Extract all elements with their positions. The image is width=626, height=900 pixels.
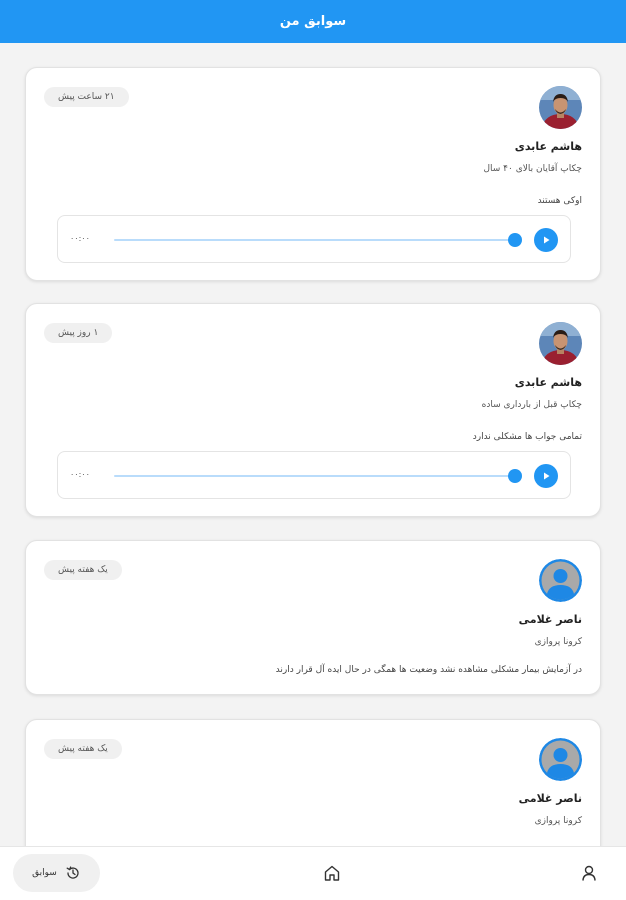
history-card[interactable]: [25, 540, 601, 695]
history-card[interactable]: [25, 719, 601, 846]
history-card[interactable]: [25, 67, 601, 281]
nav-home-button[interactable]: [322, 863, 342, 883]
time-badge: ۲۱ ساعت پیش: [44, 87, 129, 107]
app-bar: [0, 0, 626, 43]
patient-name: ناصر غلامی: [518, 792, 582, 805]
play-button[interactable]: [534, 464, 558, 488]
audio-player: [57, 451, 571, 499]
doctor-note: در آزمایش بیمار مشکلی مشاهده نشد وضعیت ها همگی در حال ایده آل قرار دارند: [275, 665, 582, 675]
doctor-note: اوکی هستند: [537, 196, 582, 206]
audio-duration: ۰۰:۰۰: [70, 470, 90, 479]
test-title: چکاپ آقایان بالای ۴۰ سال: [483, 164, 582, 174]
doctor-note: تمامی جواب ها مشکلی ندارد: [472, 432, 582, 442]
history-feed[interactable]: [0, 43, 626, 846]
audio-player: [57, 215, 571, 263]
history-card[interactable]: [25, 303, 601, 517]
time-badge: یک هفته پیش: [44, 739, 122, 759]
nav-profile-button[interactable]: [579, 863, 599, 883]
audio-progress-track[interactable]: [114, 239, 514, 241]
test-title: کرونا پروازی: [534, 637, 582, 647]
play-icon: [541, 471, 551, 481]
avatar-placeholder: [539, 559, 582, 602]
test-title: کرونا پروازی: [534, 816, 582, 826]
bottom-navigation: [0, 846, 626, 900]
patient-name: هاشم عابدی: [514, 376, 582, 389]
audio-duration: ۰۰:۰۰: [70, 234, 90, 243]
audio-progress-thumb[interactable]: [508, 469, 522, 483]
page-title: سوابق من: [279, 14, 347, 29]
test-title: چکاپ قبل از بارداری ساده: [481, 400, 582, 410]
time-badge: یک هفته پیش: [44, 560, 122, 580]
patient-name: ناصر غلامی: [518, 613, 582, 626]
time-badge: ۱ روز پیش: [44, 323, 112, 343]
play-icon: [541, 235, 551, 245]
nav-history-label: سوابق: [32, 868, 57, 878]
audio-progress-track[interactable]: [114, 475, 514, 477]
home-icon: [322, 863, 342, 883]
audio-progress-thumb[interactable]: [508, 233, 522, 247]
play-button[interactable]: [534, 228, 558, 252]
avatar: [539, 86, 582, 129]
avatar: [539, 322, 582, 365]
patient-name: هاشم عابدی: [514, 140, 582, 153]
history-icon: [65, 865, 81, 881]
user-icon: [579, 863, 599, 883]
nav-history-button[interactable]: [13, 854, 100, 892]
avatar-placeholder: [539, 738, 582, 781]
